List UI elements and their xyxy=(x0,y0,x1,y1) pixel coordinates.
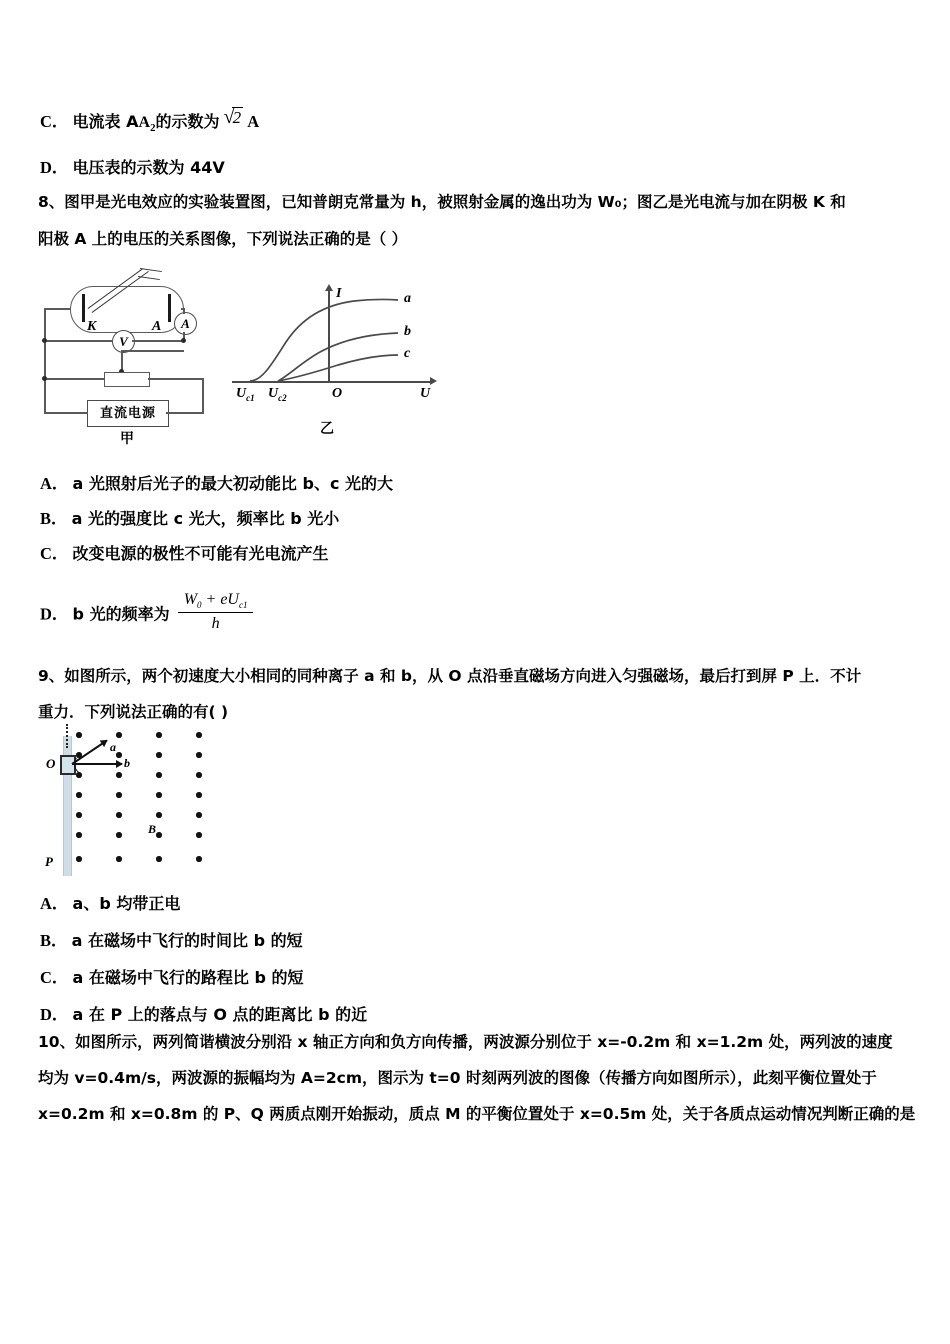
question-8-stem-line-2: 阳极 A 上的电压的关系图像，下列说法正确的是（ ） xyxy=(38,230,408,248)
option-c-letter: C． xyxy=(40,112,69,131)
curve-b xyxy=(278,333,398,381)
wire-wiper-horizontal xyxy=(121,350,184,352)
q8-option-c-letter: C． xyxy=(40,544,69,563)
frequency-formula xyxy=(178,590,254,634)
question-8-stem-line-1: 8、图甲是光电效应的实验装置图，已知普朗克常量为 h，被照射金属的逸出功为 W₀；图乙是光电流与加在阴极 K 和 xyxy=(38,193,846,211)
option-c-text-after: 的示数为 xyxy=(155,112,220,131)
x-axis-label: U xyxy=(420,386,431,401)
q8-option-a xyxy=(40,473,393,495)
option-d-top xyxy=(40,157,225,179)
q9-option-c-text: a 在磁场中飞行的路程比 b 的短 xyxy=(72,968,304,987)
q9-option-d-text: a 在 P 上的落点与 O 点的距离比 b 的近 xyxy=(72,1005,368,1024)
origin-label: O xyxy=(332,386,343,401)
question-10-stem-line-2: 均为 v=0.4m/s，两波源的振幅均为 A=2cm，图示为 t=0 时刻两列波的图像（传播方向如图所示），此刻平衡位置处于 xyxy=(38,1069,877,1087)
q9-option-b-letter: B． xyxy=(40,931,68,950)
ion-a-label: a xyxy=(110,740,116,754)
field-label-b: B xyxy=(148,822,157,836)
q9-option-c-letter: C． xyxy=(40,968,69,987)
q8-option-d-letter: D． xyxy=(40,604,69,624)
q9-option-d xyxy=(40,1004,367,1026)
q9-option-b xyxy=(40,930,303,952)
voltmeter: V xyxy=(112,330,135,353)
screen-label-p: P xyxy=(45,854,53,869)
question-10-stem-line-3: x=0.2m 和 x=0.8m 的 P、Q 两质点刚开始振动，质点 M 的平衡位置处于 x=0.5m 处，关于各质点运动情况判断正确的是 xyxy=(38,1105,916,1123)
question-9-stem-line-2: 重力．下列说法正确的有( ) xyxy=(38,703,229,721)
option-c-unit: A xyxy=(247,112,260,131)
figure-caption-jia: 甲 xyxy=(120,431,134,447)
q8-option-b-letter: B． xyxy=(40,509,68,528)
q9-option-a xyxy=(40,893,180,915)
q8-option-c xyxy=(40,543,329,565)
ammeter: A xyxy=(174,312,197,335)
light-ray-4 xyxy=(140,268,162,272)
node-right-upper xyxy=(181,338,186,343)
q8-option-b-text: a 光的强度比 c 光大，频率比 b 光小 xyxy=(71,509,340,528)
cathode-plate xyxy=(82,294,85,322)
option-c-text-before: 电流表 A xyxy=(72,112,139,131)
q8-option-c-text: 改变电源的极性不可能有光电流产生 xyxy=(72,544,329,563)
wire-right-rail xyxy=(202,378,204,412)
curve-label-a: a xyxy=(404,291,411,306)
q8-option-a-text: a 光照射后光子的最大初动能比 b、c 光的大 xyxy=(72,474,393,493)
figure-caption-yi: 乙 xyxy=(320,421,334,437)
option-d-letter: D． xyxy=(40,158,69,177)
rheostat xyxy=(104,372,150,387)
q9-option-d-letter: D． xyxy=(40,1005,69,1024)
question-10-stem-line-1: 10、如图所示，两列简谐横波分别沿 x 轴正方向和负方向传播，两波源分别位于 x=-0.2m 和 x=1.2m 处，两列波的速度 xyxy=(38,1033,893,1051)
origin-label-o: O xyxy=(46,756,56,771)
wire-to-ammeter xyxy=(183,308,185,314)
q8-option-a-letter: A． xyxy=(40,474,69,493)
y-axis-label: I xyxy=(336,286,342,301)
tick-label-uc2: $U_{c2}$ xyxy=(268,386,287,403)
wire-rheostat-right xyxy=(148,378,204,380)
wire-source-right xyxy=(166,412,204,414)
wire-rheostat-left xyxy=(44,378,104,380)
light-ray-3 xyxy=(138,276,160,280)
q9-option-a-text: a、b 均带正电 xyxy=(72,894,181,913)
iu-curves xyxy=(232,276,432,388)
tick-label-uc1: $U_{c1}$ xyxy=(236,386,255,403)
q9-option-c xyxy=(40,967,304,989)
wire-voltmeter-right xyxy=(132,340,184,342)
node-left-lower xyxy=(42,376,47,381)
curve-label-c: c xyxy=(404,346,411,361)
formula-numerator: $W_0 + eU_{c1}$ xyxy=(178,590,254,613)
option-c-subscript: 2 xyxy=(150,122,156,135)
wire-left-rail xyxy=(44,308,46,412)
dashed-guide-line xyxy=(66,724,68,748)
q8-option-b xyxy=(40,508,339,530)
anode-label: A xyxy=(152,319,162,334)
figure-photocell-circuit xyxy=(44,262,259,447)
sqrt-two-math: √2 xyxy=(223,106,242,128)
q8-option-d-text: b 光的频率为 xyxy=(72,604,170,624)
ion-b-label: b xyxy=(124,756,130,770)
wire-voltmeter-left xyxy=(44,340,113,342)
q9-option-b-text: a 在磁场中飞行的时间比 b 的短 xyxy=(71,931,303,950)
cathode-label: K xyxy=(87,319,97,334)
node-left-upper xyxy=(42,338,47,343)
q8-option-d xyxy=(40,590,257,634)
wire-source-left xyxy=(44,412,88,414)
option-c-top: C． 电流表 $AA_2$的示数为 √2 A xyxy=(40,106,260,135)
anode-plate xyxy=(168,294,171,322)
figure-magnetic-field xyxy=(44,726,259,878)
dc-power-supply: 直流电源 xyxy=(87,400,169,427)
q9-option-a-letter: A． xyxy=(40,894,69,913)
formula-denominator: h xyxy=(211,615,220,633)
option-d-text: 电压表的示数为 44V xyxy=(72,158,225,177)
curve-label-b: b xyxy=(404,324,411,339)
question-9-stem-line-1: 9、如图所示，两个初速度大小相同的同种离子 a 和 b，从 O 点沿垂直磁场方向进入匀强磁场，最后打到屏 P 上．不计 xyxy=(38,667,862,685)
wire-tube-left xyxy=(44,308,71,310)
figure-iu-graph xyxy=(232,276,452,446)
